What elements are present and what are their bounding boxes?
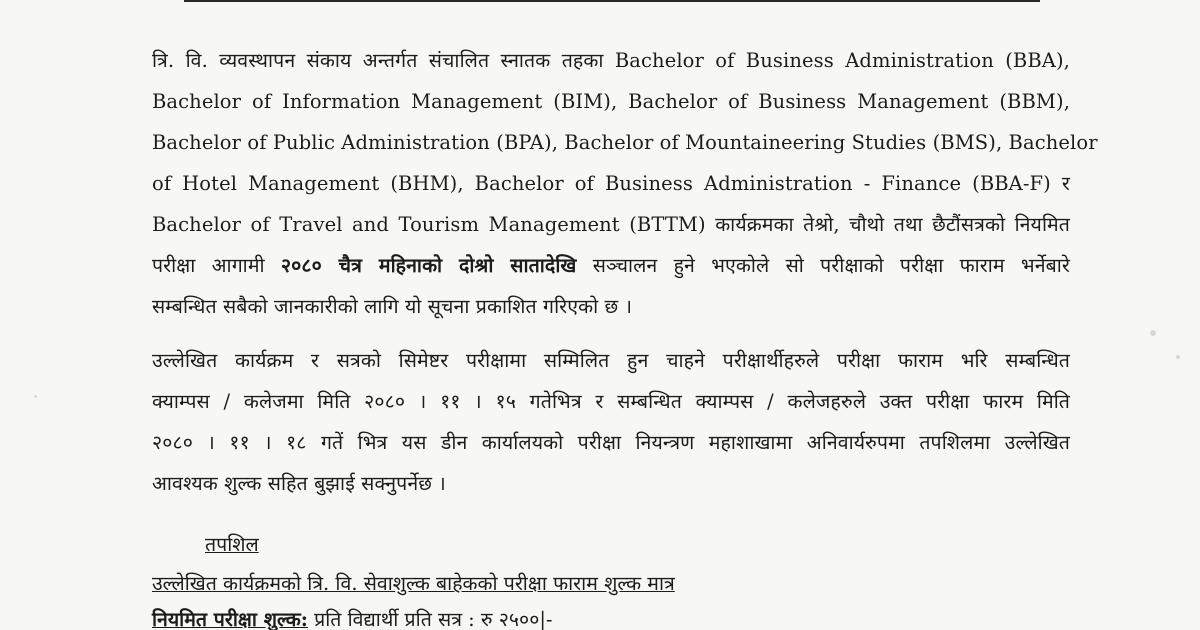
paragraph-1-line-7: सम्बन्धित सबैको जानकारीको लागि यो सूचना प्रकाशित गरिएको छ । — [152, 295, 633, 318]
scan-speck — [1150, 330, 1156, 336]
exam-date-lead: परीक्षा आगामी — [152, 254, 281, 277]
fee-subheading: उल्लेखित कार्यक्रमको त्रि. वि. सेवाशुल्क बाहेकको परीक्षा फाराम शुल्क मात्र — [152, 572, 675, 595]
notice-paragraph-1 — [152, 40, 1098, 327]
paragraph-2-line-4: आवश्यक शुल्क सहित बुझाई सक्नुपर्नेछ । — [152, 472, 446, 495]
paragraph-1-line-2: Bachelor of Information Management (BIM), Bachelor of Business Management (BBM), — [152, 90, 1070, 113]
paragraph-2-line-2: क्याम्पस / कलेजमा मिति २०८० । ११ । १५ गतेभित्र र सम्बन्धित क्याम्पस / कलेजहरुले उक्त परीक्षा फारम मिति — [152, 390, 1070, 413]
paragraph-1-line-3: Bachelor of Public Administration (BPA), Bachelor of Mountaineering Studies (BMS), Bachelor — [152, 131, 1098, 154]
paragraph-1-line-6 — [152, 245, 1070, 286]
fee-amount-text: प्रति विद्यार्थी प्रति सत्र : रु २५००|- — [307, 608, 553, 630]
paragraph-1-line-4: of Hotel Management (BHM), Bachelor of Business Administration - Finance (BBA-F) र — [152, 172, 1070, 195]
notice-paragraph-2 — [152, 340, 1070, 504]
paragraph-1-line-5: Bachelor of Travel and Tourism Management (BTTM) कार्यक्रमका तेश्रो, चौथो तथा छैटौंसत्रको नियमित — [152, 213, 1070, 236]
scan-speck — [1176, 355, 1180, 359]
top-divider-rule — [184, 0, 1040, 2]
tapasil-heading: तपशिल — [205, 533, 259, 556]
paragraph-2-line-1: उल्लेखित कार्यक्रम र सत्रको सिमेष्टर परीक्षामा सम्मिलित हुन चाहने परीक्षार्थीहरुले परीक्षा फाराम भरि सम्बन्धित — [152, 349, 1070, 372]
exam-date-trail: सञ्चालन हुने भएकोले सो परीक्षाको परीक्षा फाराम भर्नेबारे — [576, 254, 1070, 277]
scan-speck — [34, 395, 37, 398]
paragraph-1-line-1: त्रि. वि. व्यवस्थापन संकाय अन्तर्गत संचालित स्नातक तहका Bachelor of Business Administration (BBA), — [152, 49, 1070, 72]
exam-date-highlight: २०८० चैत्र महिनाको दोश्रो सातादेखि — [280, 254, 577, 277]
fee-label: नियमित परीक्षा शुल्क: — [152, 608, 308, 630]
paragraph-2-line-3: २०८० । ११ । १८ गतें भित्र यस डीन कार्यालयको परीक्षा नियन्त्रण महाशाखामा अनिवार्यरुपमा तपशिलमा उल्लेखित — [152, 431, 1070, 454]
regular-exam-fee — [152, 603, 553, 630]
